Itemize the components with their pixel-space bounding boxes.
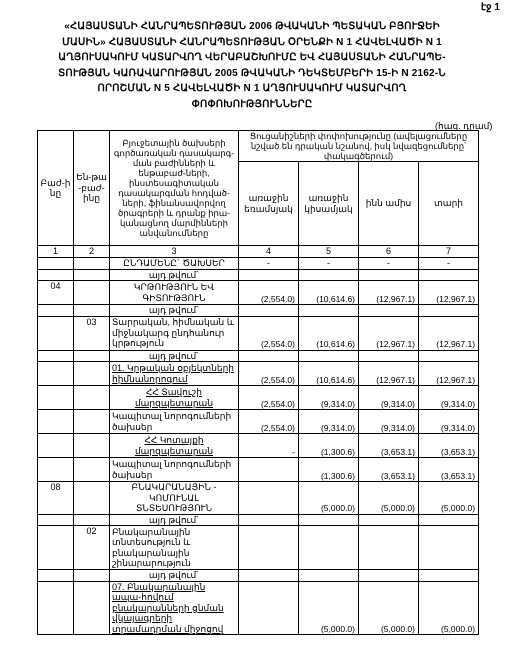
value-cell: (9,314.0)	[299, 410, 359, 434]
value-cell: (12,967.1)	[359, 281, 419, 305]
value-cell: (2,554.0)	[239, 410, 299, 434]
unit-note: (հազ. դրամ)	[435, 121, 493, 131]
section-code-cell: 04	[38, 281, 74, 305]
value-cell: (9,314.0)	[419, 386, 479, 410]
row-label: ՀՀ Կոտայքի մարզպետարան	[110, 434, 239, 458]
section-code-cell	[38, 526, 74, 570]
section-code-cell	[38, 434, 74, 458]
header-9m: ինն ամիս	[359, 162, 419, 246]
value-cell: (9,314.0)	[359, 410, 419, 434]
row-label: 07. Բնակարանային ապա-հովում բնակարանների ցնման վկայագրերի տրամադրման միջոցով	[110, 581, 239, 635]
table-row	[38, 526, 479, 570]
subsection-code-cell	[74, 434, 110, 458]
value-cell: (12,967.1)	[359, 316, 419, 350]
row-label: ԲՆԱԿԱՐԱՆԱՅԻՆ - ԿՈՄՈՒՆԱԼ ՏՆՏԵՍՈՒԹՅՈՒՆ	[110, 482, 239, 515]
subsection-code-cell	[74, 458, 110, 482]
value-cell	[419, 514, 479, 526]
value-cell: (5,000.0)	[359, 581, 419, 635]
page-number: էջ 1	[480, 2, 500, 13]
title-line: ՄԱՍԻՆ» ՀԱՅԱՍՏԱՆԻ ՀԱՆՐԱՊԵՏՈՒԹՅԱՆ ՕՐԵՆՔԻ N 1 ՀԱՎԵԼՎԱԾԻ N 1	[62, 36, 442, 48]
value-cell	[359, 305, 419, 317]
header-name: Բյուջետային ծախսերի գործառական դասակարգ-ման բաժինների և ենթաբաժ-ների, ինստեսագիտական դասակարգման հոդված-ների, ֆինանսավորվող ծրագրերի և դրանք իրա-կանացնող մարմինների անվանումները	[110, 131, 239, 246]
value-cell: (5,000.0)	[359, 482, 419, 515]
table-row	[38, 257, 479, 269]
value-cell: (3,653.1)	[419, 434, 479, 458]
budget-table	[37, 130, 479, 635]
row-label: Բնակարանային տնտեսություն և բնակարանային շինարարություն	[110, 526, 239, 570]
row-label: ԸՆԴԱՄԵՆԸ` ԾԱԽՍԵՐ	[110, 257, 239, 269]
section-code-cell	[38, 269, 74, 281]
row-label: այդ թվում`	[110, 514, 239, 526]
value-cell	[299, 570, 359, 582]
col-number: 2	[74, 246, 110, 258]
col-number: 6	[359, 246, 419, 258]
table-row	[38, 350, 479, 362]
col-number: 3	[110, 246, 239, 258]
table-row	[38, 570, 479, 582]
row-label: այդ թվում`	[110, 305, 239, 317]
value-cell: -	[419, 257, 479, 269]
header-q1: առաջին եռամսյակ	[239, 162, 299, 246]
value-cell: (10,614.6)	[299, 281, 359, 305]
value-cell: (9,314.0)	[299, 386, 359, 410]
section-code-cell	[38, 514, 74, 526]
table-row	[38, 434, 479, 458]
value-cell	[239, 458, 299, 482]
subsection-code-cell: 02	[74, 526, 110, 570]
value-cell	[419, 305, 479, 317]
header-subsection-code: Են-թա-բաժ-ինը	[74, 131, 110, 246]
subsection-code-cell	[74, 514, 110, 526]
col-number: 4	[239, 246, 299, 258]
value-cell	[359, 350, 419, 362]
subsection-code-cell	[74, 269, 110, 281]
value-cell	[239, 570, 299, 582]
table-row	[38, 458, 479, 482]
value-cell	[419, 570, 479, 582]
value-cell: (12,967.1)	[419, 316, 479, 350]
subsection-code-cell	[74, 281, 110, 305]
table-row	[38, 269, 479, 281]
value-cell: -	[359, 257, 419, 269]
value-cell	[419, 269, 479, 281]
value-cell: (5,000.0)	[299, 581, 359, 635]
value-cell: (12,967.1)	[419, 281, 479, 305]
col-number: 5	[299, 246, 359, 258]
table-row	[38, 581, 479, 635]
section-code-cell	[38, 316, 74, 350]
section-code-cell	[38, 362, 74, 386]
value-cell	[299, 305, 359, 317]
subsection-code-cell	[74, 362, 110, 386]
title-line: ՏՈՒԹՅԱՆ ԿԱՌԱՎԱՐՈՒԹՅԱՆ 2005 ԹՎԱԿԱՆԻ ԴԵԿՏԵՄԲԵՐԻ 15-Ի N 2162-Ն	[58, 67, 446, 79]
table-row	[38, 281, 479, 305]
value-cell	[359, 269, 419, 281]
table-row	[38, 410, 479, 434]
section-code-cell	[38, 350, 74, 362]
subsection-code-cell	[74, 257, 110, 269]
section-code-cell	[38, 581, 74, 635]
value-cell: (5,000.0)	[419, 581, 479, 635]
value-cell: -	[299, 257, 359, 269]
value-cell	[239, 482, 299, 515]
value-cell: (2,554.0)	[239, 281, 299, 305]
row-label: այդ թվում`	[110, 350, 239, 362]
value-cell: -	[239, 257, 299, 269]
title-line: ՓՈՓՈԽՈՒԹՅՈՒՆՆԵՐԸ	[191, 98, 313, 110]
subsection-code-cell	[74, 386, 110, 410]
value-cell: (10,614.6)	[299, 316, 359, 350]
row-label: ՀՀ Տավուշի մարզպետարան	[110, 386, 239, 410]
value-cell: (12,967.1)	[419, 362, 479, 386]
title-line: ՈՐՈՇՄԱՆ N 5 ՀԱՎԵԼՎԱԾԻ N 1 ԱՂՅՈՒՍԱԿՈՒՄ ԿԱՏԱՐՎՈՂ	[97, 83, 407, 94]
subsection-code-cell	[74, 305, 110, 317]
table-row	[38, 514, 479, 526]
row-label: այդ թվում`	[110, 570, 239, 582]
value-cell	[299, 526, 359, 570]
col-number: 7	[419, 246, 479, 258]
subsection-code-cell	[74, 581, 110, 635]
value-cell	[359, 514, 419, 526]
title-line: ԱՂՅՈՒՍԱԿՈՒՄ ԿԱՏԱՐՎՈՂ ՎԵՐԱԲԱՇԽՈՒՄԸ ԵՎ ՀԱՅԱՍՏԱՆԻ ՀԱՆՐԱՊԵ-	[58, 52, 446, 63]
title-line: «ՀԱՅԱՍՏԱՆԻ ՀԱՆՐԱՊԵՏՈՒԹՅԱՆ 2006 ԹՎԱԿԱՆԻ ՊԵՏԱԿԱՆ ԲՅՈՒՋԵԻ	[64, 21, 440, 32]
row-label: Կապիտալ նորոգումների ծախսեր	[110, 458, 239, 482]
section-code-cell: 08	[38, 482, 74, 515]
header-section-code: Բաժ-ինը	[38, 131, 74, 246]
value-cell	[419, 350, 479, 362]
value-cell	[239, 305, 299, 317]
section-code-cell	[38, 410, 74, 434]
value-cell: (5,000.0)	[419, 482, 479, 515]
value-cell	[299, 514, 359, 526]
value-cell: (2,554.0)	[239, 362, 299, 386]
section-code-cell	[38, 386, 74, 410]
value-cell: (9,314.0)	[359, 386, 419, 410]
subsection-code-cell	[74, 350, 110, 362]
value-cell: (2,554.0)	[239, 316, 299, 350]
section-code-cell	[38, 570, 74, 582]
section-code-cell	[38, 458, 74, 482]
table-row	[38, 305, 479, 317]
value-cell: (5,000.0)	[299, 482, 359, 515]
subsection-code-cell	[74, 570, 110, 582]
row-label: այդ թվում`	[110, 269, 239, 281]
row-label: Կապիտալ նորոգումների ծախսեր	[110, 410, 239, 434]
subsection-code-cell	[74, 410, 110, 434]
value-cell: (10,614.6)	[299, 362, 359, 386]
table-row	[38, 482, 479, 515]
col-number: 1	[38, 246, 74, 258]
header-indicators: Ցուցանիշների փոփոխությունը (ավելացումները նշված են դրական նշանով, իսկ նվազեցումները՝ փակագծերում)	[239, 131, 479, 162]
value-cell	[299, 350, 359, 362]
value-cell: (9,314.0)	[419, 410, 479, 434]
value-cell	[239, 514, 299, 526]
value-cell	[239, 269, 299, 281]
table-row	[38, 362, 479, 386]
table-row	[38, 386, 479, 410]
value-cell: (1,300.6)	[299, 434, 359, 458]
value-cell	[239, 526, 299, 570]
table-row	[38, 316, 479, 350]
value-cell: (1,300.6)	[299, 458, 359, 482]
subsection-code-cell: 03	[74, 316, 110, 350]
header-year: տարի	[419, 162, 479, 246]
value-cell: (3,653.1)	[419, 458, 479, 482]
document-title	[28, 19, 476, 112]
value-cell	[419, 526, 479, 570]
row-label: ԿՐԹՈՒԹՅՈՒՆ ԵՎ ԳԻՏՈՒԹՅՈՒՆ	[110, 281, 239, 305]
value-cell	[359, 570, 419, 582]
value-cell: (3,653.1)	[359, 434, 419, 458]
value-cell: -	[239, 434, 299, 458]
section-code-cell	[38, 257, 74, 269]
value-cell: (2,554.0)	[239, 386, 299, 410]
value-cell	[239, 350, 299, 362]
value-cell	[359, 526, 419, 570]
value-cell	[239, 581, 299, 635]
value-cell: (3,653.1)	[359, 458, 419, 482]
subsection-code-cell	[74, 482, 110, 515]
row-label: 01. Կրթական օբյեկտների հիմնանորոգում	[110, 362, 239, 386]
row-label: Տարրական, հիմնական և միջնակարգ ընդհանուր կրթություն	[110, 316, 239, 350]
value-cell	[299, 269, 359, 281]
section-code-cell	[38, 305, 74, 317]
header-h1: առաջին կիսամյակ	[299, 162, 359, 246]
value-cell: (12,967.1)	[359, 362, 419, 386]
